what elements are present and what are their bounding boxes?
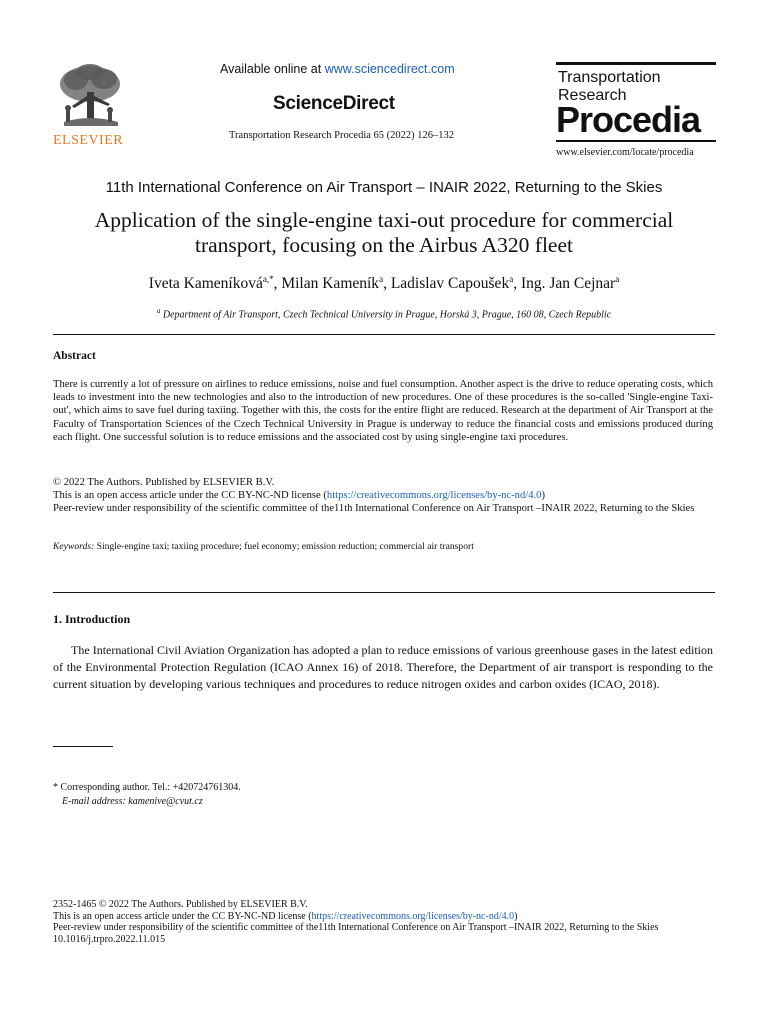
journal-logo-line1: Transportation xyxy=(558,69,661,86)
journal-logo-rule-bottom xyxy=(556,140,716,142)
affiliation-mark: a xyxy=(156,307,161,315)
affiliation xyxy=(0,307,768,320)
author-affiliation-mark: a xyxy=(615,274,620,284)
divider-top xyxy=(53,334,715,335)
journal-logo-rule-top xyxy=(556,62,716,65)
author-name: Ing. Jan Cejnar xyxy=(520,275,616,293)
affiliation-text: Department of Air Transport, Czech Technical University in Prague, Horská 3, Prague, 160 08, Czech Republic xyxy=(162,309,612,321)
license-suffix: ) xyxy=(541,490,545,502)
peer-review-line: Peer-review under responsibility of the scientific committee of the11th International Conference on Air Transport –INAIR 2022, Returning to the Skies xyxy=(53,503,695,515)
sciencedirect-link[interactable]: www.sciencedirect.com xyxy=(324,62,455,76)
journal-url[interactable]: www.elsevier.com/locate/procedia xyxy=(556,147,694,158)
author-affiliation-mark: a xyxy=(379,274,384,284)
section-heading-introduction: 1. Introduction xyxy=(53,612,131,626)
conference-name: 11th International Conference on Air Transport – INAIR 2022, Returning to the Skies xyxy=(105,179,663,196)
abstract-heading: Abstract xyxy=(53,350,96,362)
introduction-body: The International Civil Aviation Organization has adopted a plan to reduce emissions of various greenhouse gases in the latest edition of the Environmental Protection Regulation (ICAO Annex 16) of 2018. Therefore, the Department of air transport is responding to the current situation by developing various techniques and procedures to reduce nitrogen oxides and carbon oxides (ICAO, 2018). xyxy=(53,643,713,691)
issn-line: 2352-1465 © 2022 The Authors. Published by ELSEVIER B.V. xyxy=(53,899,308,910)
doi[interactable]: 10.1016/j.trpro.2022.11.015 xyxy=(53,933,166,945)
abstract-license-block xyxy=(53,476,713,516)
bottom-license-link[interactable]: https://creativecommons.org/licenses/by-nc-nd/4.0 xyxy=(311,910,515,922)
bottom-license-prefix: This is an open access article under the CC BY-NC-ND license ( xyxy=(53,910,312,922)
journal-citation: Transportation Research Procedia 65 (2022) 126–132 xyxy=(229,130,455,141)
bottom-peer-review: Peer-review under responsibility of the scientific committee of the11th International Conference on Air Transport –INAIR 2022, Returning to the Skies xyxy=(53,922,659,934)
keywords-list: Single-engine taxi; taxiing procedure; fuel economy; emission reduction; commercial air transport xyxy=(94,541,474,552)
email-line xyxy=(53,795,713,809)
divider-bottom xyxy=(53,592,715,593)
elsevier-wordmark: ELSEVIER xyxy=(53,133,124,148)
footnote-divider xyxy=(53,746,113,747)
paper-title-line2: transport, focusing on the Airbus A320 fleet xyxy=(195,233,573,257)
journal-logo xyxy=(556,62,716,142)
keywords xyxy=(53,541,713,552)
license-line xyxy=(53,489,713,502)
email-label: E-mail address: xyxy=(62,796,126,807)
author-name: Iveta Kameníková xyxy=(148,275,263,293)
available-prefix: Available online at xyxy=(220,62,325,76)
bottom-license-line xyxy=(53,911,715,923)
available-online xyxy=(220,62,465,76)
paper-title xyxy=(40,208,728,258)
journal-logo-line3: Procedia xyxy=(556,99,701,140)
copyright-line: © 2022 The Authors. Published by ELSEVIER B.V. xyxy=(53,477,275,488)
journal-logo-line2: Research xyxy=(558,87,627,104)
author-name: Ladislav Capoušek xyxy=(390,275,510,293)
keywords-label: Keywords: xyxy=(53,541,95,552)
abstract-body: There is currently a lot of pressure on airlines to reduce emissions, noise and fuel consumption. Another aspect is the drive to reduce operating costs, which leads to investment into the new technologies and also to the introduction of new procedures. One of these procedures is the so-called 'Single-engine Taxi-out', which aims to save fuel during taxiing. Together with this, the costs for the entire flight are reduced. Research at the department of Air Transport at the Faculty of Transportation Sciences of the Czech Technical University in Prague is underway to reduce the financial costs and emissions produced during each flight. One successful solution is to reduce emissions and the associated cost by using single-engine taxi procedures. xyxy=(53,379,713,443)
author-affiliation-mark: a xyxy=(509,274,514,284)
author-list: Iveta Kameníková$^{a,*}$, Milan Kameník$^a$, Ladislav Capoušek$^a$, Ing. Jan Cejnar$^a$ xyxy=(148,274,620,293)
bottom-license-suffix: ) xyxy=(514,910,518,922)
email-address[interactable]: kamenive@cvut.cz xyxy=(125,796,203,807)
author-affiliation-mark: a,* xyxy=(262,274,274,284)
license-prefix: This is an open access article under the CC BY-NC-ND license ( xyxy=(53,490,327,502)
publication-info xyxy=(53,899,715,945)
author-name: Milan Kameník xyxy=(281,275,380,293)
corresponding-author: * Corresponding author. Tel.: +420724761304. xyxy=(53,782,241,793)
paper-title-line1: Application of the single-engine taxi-out procedure for commercial xyxy=(94,208,674,232)
sciencedirect-logo: ScienceDirect xyxy=(273,93,395,114)
license-link[interactable]: https://creativecommons.org/licenses/by-nc-nd/4.0 xyxy=(326,490,542,502)
footnote xyxy=(53,781,713,809)
